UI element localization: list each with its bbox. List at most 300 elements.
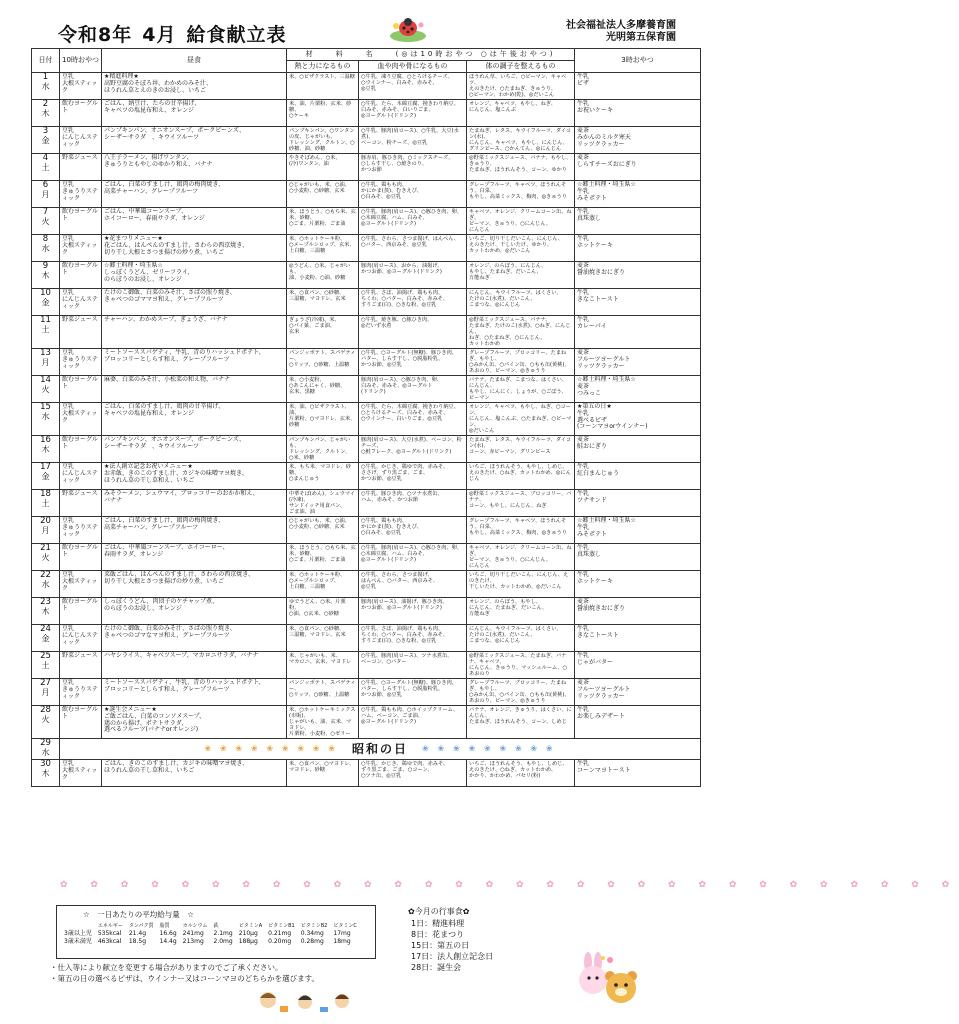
nutrition-row — [61, 930, 360, 938]
nutri-header: ビタミンB1 — [268, 923, 295, 929]
date-cell — [32, 436, 60, 463]
am-snack-cell: 豆乳 大根スティック — [60, 73, 102, 100]
note-item: ・仕入等により献立を変更する場合がありますのでご了承ください。 — [50, 963, 283, 972]
lunch-cell: ★精進料理★ 高野豆腐のそぼろ丼、わかめのみそ汁、 ほうれん草とえのきのお浸し、いちご — [102, 73, 287, 100]
bow-decoration-icon: ❀ ❀ ❀ ❀ ❀ ❀ ❀ ❀ ❀ — [204, 743, 338, 753]
day-number: 15 — [40, 402, 51, 412]
menu-row — [32, 403, 701, 436]
pm-snack-cell: 麦茶 しらすチーズおにぎり — [575, 154, 701, 181]
date-cell — [32, 463, 60, 490]
date-cell — [32, 760, 60, 787]
nutri-label: 3歳以上児 — [64, 930, 92, 937]
am-snack-cell: 飲むヨーグルト — [60, 376, 102, 403]
nutri-header: ビタミンA — [238, 923, 263, 929]
lunch-cell: 八王子ラーメン、揚げワンタン、 きゅうりともやしのゆかり和え、バナナ — [102, 154, 287, 181]
day-number: 18 — [40, 489, 51, 499]
weekday: 土 — [41, 163, 50, 172]
energy-foods-cell: 米、○食パン、○砂糖、 三温糖、マヨドレ、玄米 — [287, 289, 359, 316]
energy-foods-cell: ゆでうどん、○米、片栗粉、 ○油、○玄米、○砂糖 — [287, 598, 359, 625]
nutri-value: 535kcal — [97, 930, 122, 937]
day-number: 3 — [42, 126, 49, 136]
children-illustration-icon — [250, 986, 360, 1016]
weekday: 木 — [41, 109, 50, 118]
energy-foods-cell: ぎょうざ(冷凍)、米、 ○パイ菓、ごま油、 玄米 — [287, 316, 359, 349]
am-snack-cell: 豆乳 大根スティック — [60, 235, 102, 262]
col-pm-snack: 3時おやつ — [575, 49, 701, 73]
bear-bunny-illustration-icon — [570, 952, 640, 1007]
events-title: ✿今月の行事食✿ — [408, 907, 470, 916]
energy-foods-cell: 米、○ホットケーキミックス(市販)、 じゃがいも、油、玄米、マヨドレ、 片栗粉、小麦粉、○ゼリー — [287, 706, 359, 739]
day-number: 29 — [40, 738, 51, 748]
menu-row — [32, 376, 701, 403]
pm-snack-cell: 牛乳 じゃがバター — [575, 652, 701, 679]
nutri-value: 188μg — [238, 938, 258, 945]
body-foods-cell: ○牛乳、豚ひき肉、○ツナ水煮缶、 ハム、赤みそ、かつお節 — [359, 490, 467, 517]
energy-foods-cell: ○じゃがいも、米、○油、 ○小麦粉、○砂糖、玄米 — [287, 181, 359, 208]
date-cell — [32, 517, 60, 544]
lunch-cell: 菜飯ごはん、はんぺんのすまし汁、さわらの西京焼き、 切り干し大根とさつま揚げの炒り煮、いちご — [102, 571, 287, 598]
weekday: 土 — [41, 499, 50, 508]
energy-foods-cell: やきそばめん、○米、 (冷)ワンタン、油 — [287, 154, 359, 181]
day-number: 4 — [42, 153, 49, 163]
page-title — [58, 20, 296, 47]
nutri-value: 2.1mg — [213, 930, 233, 937]
weekday: 水 — [41, 412, 50, 421]
lunch-cell: ごはん、白菜のすまし汁、鶏肉の梅肉焼き、 高菜チャーハン、グレープフルーツ — [102, 517, 287, 544]
pm-snack-cell: 牛乳 きなこトースト — [575, 625, 701, 652]
condition-foods-cell: グレープフルーツ、ブロッコリー、たまねぎ、もやし、 ○みかん缶、○パイン缶、○もも缶(黄桃)、 あおのり、ピーマン、◎きゅうり — [467, 679, 575, 706]
pm-snack-cell: 牛乳 お祝いケーキ — [575, 100, 701, 127]
date-cell — [32, 289, 60, 316]
weekday: 月 — [41, 358, 50, 367]
nutrition-title: ☆ 一日あたりの平均給与量 ☆ — [83, 910, 194, 919]
energy-foods-cell: 米、○食パン、○マヨドレ、 マヨドレ、砂糖 — [287, 760, 359, 787]
col-materials: 材 料 名 (◎は10時おやつ ○は午後おやつ) — [287, 49, 575, 61]
energy-foods-cell: パンジッポテト、スパゲティー、 ○リッツ、○砂糖、上温糖 — [287, 679, 359, 706]
date-cell — [32, 208, 60, 235]
nutri-header: エネルギー — [97, 923, 123, 929]
holiday-cell — [60, 739, 701, 760]
body-foods-cell: 豚肉(肩ロース)、油揚げ、豚ひき肉、 かつお節、◎ヨーグルト(ドリンク) — [359, 598, 467, 625]
weekday: 金 — [41, 298, 50, 307]
menu-row — [32, 154, 701, 181]
energy-foods-cell: パンジッポテト、スパゲティー、 ○リッツ、○砂糖、上温糖 — [287, 349, 359, 376]
lunch-cell: ミートソーススパゲティ、牛乳、青のりハッシュドポテト、 ブロッコリーとしらす和え、グレープフルーツ — [102, 349, 287, 376]
menu-row — [32, 706, 701, 739]
body-foods-cell: ○牛乳、焼き豚、○豚ひき肉、 ◎だいず水煮 — [359, 316, 467, 349]
day-number: 6 — [42, 180, 49, 190]
events-box — [408, 906, 538, 973]
am-snack-cell: 豆乳 大根スティック — [60, 571, 102, 598]
energy-foods-cell: 米、じゃがいも、米、 マカロニ、玄米、マヨドレ — [287, 652, 359, 679]
condition-foods-cell: キャベツ、オレンジ、クリームコーン缶、ねぎ、 ピーマン、きゅうり、○にんじん、 にんじん — [467, 544, 575, 571]
am-snack-cell: 豆乳 にんじんスティック — [60, 625, 102, 652]
date-cell — [32, 73, 60, 100]
body-foods-cell: 豚肉(肩ロース)、大豆(水煮)、ベーコン、粉チーズ、 ○鮭フレーク、◎ヨーグルト(ドリンク) — [359, 436, 467, 463]
menu-row — [32, 235, 701, 262]
day-number: 21 — [40, 543, 51, 553]
pm-snack-cell: 牛乳 お楽しみデザート — [575, 706, 701, 739]
day-number: 27 — [40, 678, 51, 688]
menu-row — [32, 490, 701, 517]
day-number: 14 — [40, 375, 51, 385]
condition-foods-cell: いちご、切り干しだいこん、にんじん、 えのきたけ、干しいたけ、ゆかり、 カットわかめ、◎だいこん — [467, 235, 575, 262]
nutrition-header-row — [61, 922, 360, 930]
day-number: 16 — [40, 435, 51, 445]
body-foods-cell: ○牛乳、鶏もも肉、 かにかま(蒸)、むきえび、 ○白みそ、◎豆乳 — [359, 181, 467, 208]
menu-row — [32, 181, 701, 208]
condition-foods-cell: グレープフルーツ、キャベツ、ほうれんそう、白菜、 もやし、高菜ミックス、梅肉、◎きゅうり — [467, 517, 575, 544]
lunch-cell: ☆郷土料理・埼玉県☆ しっぽくうどん、ゼリーフライ、 のらぼうのお浸し、オレンジ — [102, 262, 287, 289]
menu-row — [32, 679, 701, 706]
lunch-cell: 麻婆、白菜のみそ汁、小松菜の和え物、バナナ — [102, 376, 287, 403]
nutrition-row — [61, 938, 360, 946]
menu-row — [32, 625, 701, 652]
menu-row — [32, 127, 701, 154]
energy-foods-cell: 米、○ピザクラスト、三温糖 — [287, 73, 359, 100]
weekday: 金 — [41, 136, 50, 145]
am-snack-cell: 飲むヨーグルト — [60, 598, 102, 625]
am-snack-cell: 飲むヨーグルト — [60, 262, 102, 289]
condition-foods-cell: ◎野菜ミックスジュース、バナナ、 たまねぎ、たけのこ(水煮)、○ねぎ、にんじん、 ねぎ、○たまねぎ、○にんじん、 カットわかめ — [467, 316, 575, 349]
nutri-header: タンパク質 — [128, 923, 154, 929]
condition-foods-cell: オレンジ、のらぼう、にんじん、 もやし、たまねぎ、だいこん、 万能ねぎ — [467, 262, 575, 289]
condition-foods-cell: いちご、ほうれんそう、もやし、しめじ、 えのきたけ、○ねぎ、カットわかめ、◎にんじん — [467, 463, 575, 490]
body-foods-cell: ○牛乳、たら、木綿豆腐、挽きわり納豆、 白みそ、赤みそ、白いりごま、 ◎ヨーグルト(ドリンク) — [359, 100, 467, 127]
condition-foods-cell: ほうれん草、いちご、○ピーマン、キャベツ、 えのきたけ、○たまねぎ、きゅうり、 ○ピーマン、わかめ(乾)、◎だいこん — [467, 73, 575, 100]
organization — [566, 20, 676, 44]
menu-row — [32, 436, 701, 463]
condition-foods-cell: ◎野菜ミックスジュース、ブロッコリー、バナナ、 コーン、もやし、にんじん、ねぎ — [467, 490, 575, 517]
date-cell — [32, 154, 60, 181]
nutri-label: 3歳未満児 — [64, 938, 92, 945]
am-snack-cell: 豆乳 きゅうりスティック — [60, 349, 102, 376]
date-cell — [32, 625, 60, 652]
weekday: 火 — [41, 553, 50, 562]
notes — [50, 962, 390, 984]
condition-foods-cell: いちご、切り干しだいこん、にんじん、えのきたけ、 干しいたけ、カットわかめ、◎だいこん — [467, 571, 575, 598]
lunch-cell: ごはん、きのこのすまし汁、カジキの味噌マヨ焼き、 ほうれん草の干し草和え、いちご — [102, 760, 287, 787]
menu-row — [32, 739, 701, 760]
date-cell — [32, 316, 60, 349]
nutri-value: 0.20mg — [268, 938, 292, 945]
weekday: 火 — [41, 385, 50, 394]
menu-row — [32, 760, 701, 787]
energy-foods-cell: 米、もち米、マヨドレ、砂糖、 ○まんじゅう — [287, 463, 359, 490]
pm-snack-cell: 牛乳 紅白まんじゅう — [575, 463, 701, 490]
title-year: 令和8年 — [58, 24, 133, 46]
lunch-cell: ごはん、白菜のすまし汁、鶏肉の梅肉焼き、 高菜チャーハン、グレープフルーツ — [102, 181, 287, 208]
condition-foods-cell: オレンジ、キャベツ、もやし、ねぎ、○コーン、 にんじん、塩こんぶ、○たまねぎ、○ピーマン、 ◎だいこん — [467, 403, 575, 436]
pm-snack-cell: 麦茶 鮭おにぎり — [575, 436, 701, 463]
body-foods-cell: ○牛乳、豚肉(肩ロース)、ツナ水煮缶、 ベーコン、○バター — [359, 652, 467, 679]
lunch-cell: チャーハン、わかめスープ、ぎょうざ、バナナ — [102, 316, 287, 349]
condition-foods-cell: オレンジ、のらぼう、もやし、 にんじん、たまねぎ、だいこん、 万能ねぎ — [467, 598, 575, 625]
weekday: 土 — [41, 661, 50, 670]
weekday: 水 — [41, 748, 50, 757]
condition-foods-cell: にんじん、キウイフルーツ、はくさい、 たけのこ(水煮)、だいこん、 こまつな、◎にんじん — [467, 625, 575, 652]
condition-foods-cell: たまねぎ、レタス、キウイフルーツ、ダイコン(水)、 コーン、赤ピーマン、グリンピース — [467, 436, 575, 463]
am-snack-cell: 豆乳 大根スティック — [60, 760, 102, 787]
lunch-cell: たけのこ御飯、白菜のみそ汁、さばの照り焼き、 きゃべつのゴママヨ和え、グレープフルーツ — [102, 289, 287, 316]
energy-foods-cell: ○じゃがいも、米、○油、 ○小麦粉、○砂糖、玄米 — [287, 517, 359, 544]
date-cell — [32, 262, 60, 289]
col-body: 血や肉や骨になるもの — [359, 61, 467, 73]
event-item: 28日：誕生会 — [411, 963, 462, 972]
body-foods-cell: ○牛乳、さわら、さつま揚げ、はんぺん、 ○バター、西京みそ、◎豆乳 — [359, 235, 467, 262]
body-foods-cell: ○牛乳、鶏もも肉、 かにかま(蒸)、むきえび、 ○白みそ、◎豆乳 — [359, 517, 467, 544]
date-cell — [32, 349, 60, 376]
nutri-value: 241mg — [182, 930, 204, 937]
energy-foods-cell: 米、油、片栗粉、玄米、砂糖、 ○ケーキ — [287, 100, 359, 127]
energy-foods-cell: パンプキンパン、じゃがいも、 ドレッシング、クルトン、 ○米、砂糖 — [287, 436, 359, 463]
flower-divider: ✿ ✿ ✿ ✿ ✿ ✿ ✿ ✿ ✿ ✿ ✿ ✿ ✿ ✿ ✿ ✿ ✿ ✿ ✿ ✿ ✿ ✿ ✿ ✿ ✿ ✿ ✿ ✿ ✿ ✿ — [60, 880, 959, 890]
date-cell — [32, 100, 60, 127]
weekday: 水 — [41, 244, 50, 253]
title-month: 4月 — [142, 24, 177, 46]
menu-row — [32, 463, 701, 490]
am-snack-cell: 野菜ジュース — [60, 652, 102, 679]
energy-foods-cell: パンプキンパン、○ワンタンの皮、じゃがいも、 ドレッシング、クルトン、○砂糖、油、砂糖 — [287, 127, 359, 154]
day-number: 30 — [40, 759, 51, 769]
menu-row — [32, 73, 701, 100]
nutri-value: 463kcal — [97, 938, 122, 945]
energy-foods-cell: 米、ほうとう、○もち米、玄米、砂糖、 ○ごま、片栗粉、ごま油 — [287, 208, 359, 235]
pm-snack-cell: 麦茶 フルーツヨーグルト リッツクラッカー — [575, 349, 701, 376]
nutri-value: 14.4g — [159, 938, 177, 945]
body-foods-cell: ○牛乳、豚肉(肩ロース)、○牛乳、大豆(水煮)、 ベーコン、粉チーズ、◎豆乳 — [359, 127, 467, 154]
lunch-cell: ハヤシライス、キャベツスープ、マカロニサラダ、バナナ — [102, 652, 287, 679]
lunch-cell: しっぽくうどん、肉団子のケチャップ煮、 のらぼうのお浸し、オレンジ — [102, 598, 287, 625]
condition-foods-cell: にんじん、キウイフルーツ、はくさい、 たけのこ(水煮)、だいこん、 こまつな、◎にんじん — [467, 289, 575, 316]
nutri-header: ビタミンC — [333, 923, 357, 929]
am-snack-cell: 飲むヨーグルト — [60, 100, 102, 127]
body-foods-cell: ○牛乳、かじき、鶏ゆで肉、赤みそ、 ささげ、ずり黒ごま、ごま、 かつお節、◎豆乳 — [359, 463, 467, 490]
weekday: 木 — [41, 445, 50, 454]
pm-snack-cell: ☆郷土料理・埼玉県☆ 牛乳 みそポテト — [575, 517, 701, 544]
day-number: 22 — [40, 570, 51, 580]
day-number: 23 — [40, 597, 51, 607]
day-number: 9 — [42, 261, 49, 271]
body-foods-cell: ○牛乳、○ヨーグルト(無糖)、豚ひき肉、 バター、しらす干し、○脱脂粉乳、 かつお節、◎豆乳 — [359, 679, 467, 706]
lunch-cell: たけのこ御飯、白菜のみそ汁、さばの照り焼き、 きゃべつのゴマなマヨ和え、グレープフルーツ — [102, 625, 287, 652]
col-am-snack: 10時おやつ — [60, 49, 102, 73]
menu-row — [32, 316, 701, 349]
title-text: 給食献立表 — [186, 24, 287, 46]
lunch-cell: みそラーメン、シュウマイ、ブロッコリーのおかか和え、 バナナ — [102, 490, 287, 517]
event-item: 17日：法人創立記念日 — [411, 952, 494, 961]
am-snack-cell: 豆乳 にんじんスティック — [60, 127, 102, 154]
menu-row — [32, 262, 701, 289]
body-foods-cell: ○牛乳、さば、油揚げ、鶏もも肉、 ちくわ、○バター、白みそ、赤みそ、 すりごま(白)、○きな粉、◎豆乳 — [359, 289, 467, 316]
condition-foods-cell: ◎野菜ミックスジュース、バナナ、もやし、きゅうり、 たまねぎ、ほうれんそう、コーン、ゆかり — [467, 154, 575, 181]
col-lunch: 昼食 — [102, 49, 287, 73]
nutri-value: 210μg — [238, 930, 258, 937]
pm-snack-cell: 牛乳 ピザ — [575, 73, 701, 100]
condition-foods-cell: グレープフルーツ、キャベツ、ほうれんそう、白菜、 もやし、高菜ミックス、梅肉、◎きゅうり — [467, 181, 575, 208]
energy-foods-cell: 米、ほうとう、○もち米、玄米、砂糖、 ○ごま、片栗粉、ごま油 — [287, 544, 359, 571]
lunch-cell: ミートソーススパゲティ、牛乳、青のりハッシュドポテト、 ブロッコリーとしらす和え、グレープフルーツ — [102, 679, 287, 706]
pm-snack-cell: 麦茶 みかんのミルク寒天 リッツクラッカー — [575, 127, 701, 154]
weekday: 木 — [41, 607, 50, 616]
weekday: 火 — [41, 217, 50, 226]
am-snack-cell: 豆乳 にんじんスティック — [60, 463, 102, 490]
am-snack-cell: 豆乳 きゅうりスティック — [60, 517, 102, 544]
date-cell — [32, 403, 60, 436]
nutri-value: 21.4g — [128, 930, 147, 937]
col-date: 日付 — [32, 49, 60, 73]
weekday: 木 — [41, 271, 50, 280]
body-foods-cell: ○牛乳、さば、油揚げ、鶏もも肉、 ちくわ、○バター、白みそ、赤みそ、 すりごま(白)、○きな粉、◎豆乳 — [359, 625, 467, 652]
date-cell — [32, 127, 60, 154]
condition-foods-cell: キャベツ、オレンジ、クリームコーン缶、ねぎ、 ピーマン、きゅうり、○にんじん、 にんじん — [467, 208, 575, 235]
day-number: 20 — [40, 516, 51, 526]
menu-table — [31, 48, 701, 787]
condition-foods-cell: バナナ、オレンジ、きゅうり、はくさい、にんじん、 たまねぎ、ほうれんそう、コーン、しめじ — [467, 706, 575, 739]
pm-snack-cell: 牛乳 カレーパイ — [575, 316, 701, 349]
day-number: 28 — [40, 705, 51, 715]
date-cell — [32, 544, 60, 571]
day-number: 10 — [40, 288, 51, 298]
pm-snack-cell: ☆郷土料理・埼玉県☆ 麦茶 つみっこ — [575, 376, 701, 403]
day-number: 17 — [40, 462, 51, 472]
body-foods-cell: ○牛乳、たら、木綿豆腐、挽きわり納豆、 ○とろけるチーズ、白みそ、赤みそ、 ○ウインナー、白いりごま、◎豆乳 — [359, 403, 467, 436]
org-name: 社会福祉法人多摩養育園 — [566, 20, 676, 31]
menu-row — [32, 349, 701, 376]
nutri-header: ビタミンB2 — [300, 923, 328, 929]
am-snack-cell: 飲むヨーグルト — [60, 436, 102, 463]
am-snack-cell: 飲むヨーグルト — [60, 706, 102, 739]
lunch-cell: ごはん、白菜のすまし汁、鶏肉の甘辛揚げ、 キャベツの塩昆布和え、オレンジ — [102, 403, 287, 436]
nutrition-table — [61, 922, 360, 946]
weekday: 月 — [41, 688, 50, 697]
event-item: 1日：精進料理 — [411, 919, 465, 928]
col-condition: 体の調子を整えるもの — [467, 61, 575, 73]
lunch-cell: ごはん、納豆汁、たらの甘辛揚げ、 キャベツの塩昆布和え、オレンジ — [102, 100, 287, 127]
nutrition-box — [56, 905, 376, 959]
menu-row — [32, 544, 701, 571]
header — [58, 20, 698, 46]
energy-foods-cell: 米、○食パン、○砂糖、 三温糖、マヨドレ、玄米 — [287, 625, 359, 652]
nutri-value: 0.34mg — [300, 930, 324, 937]
am-snack-cell: 豆乳 大根スティック — [60, 403, 102, 436]
nutri-value: 17mg — [333, 930, 351, 937]
pm-snack-cell: 麦茶 醤油焼きおにぎり — [575, 598, 701, 625]
weekday: 火 — [41, 715, 50, 724]
day-number: 7 — [42, 207, 49, 217]
lunch-cell: ごはん、中華風コーンスープ、 ホイコーロー、春雨サラダ、オレンジ — [102, 208, 287, 235]
am-snack-cell: 飲むヨーグルト — [60, 208, 102, 235]
condition-foods-cell: バナナ、たまねぎ、こまつな、はくさい、にんじん、 もやし、にんにく、しょうが、○ごぼう、 ピーマン — [467, 376, 575, 403]
body-foods-cell: ○牛乳、さわら、さつま揚げ、 はんぺん、○バター、西京みそ、 ◎豆乳 — [359, 571, 467, 598]
menu-row — [32, 208, 701, 235]
menu-row — [32, 598, 701, 625]
nutri-value: 213mg — [182, 938, 204, 945]
nutri-header: カルシウム — [182, 923, 208, 929]
nutri-value: 16.6g — [159, 930, 177, 937]
pm-snack-cell: 麦茶 醤油焼きおにぎり — [575, 262, 701, 289]
pm-snack-cell: 牛乳 ホットケーキ — [575, 235, 701, 262]
am-snack-cell: 野菜ジュース — [60, 154, 102, 181]
weekday: 金 — [41, 634, 50, 643]
day-number: 11 — [40, 315, 51, 325]
body-foods-cell: ○牛乳、かじき、鶏ゆで肉、赤みそ、 ずり黒ごま、ごま、○コーン、 ○ツナ缶、◎豆乳 — [359, 760, 467, 787]
nutri-header: 鉄 — [213, 923, 219, 929]
am-snack-cell: 野菜ジュース — [60, 490, 102, 517]
energy-foods-cell: 米、油、○ピザクラスト、油、 片栗粉、○マヨドレ、玄米、 砂糖 — [287, 403, 359, 436]
nutri-value: 0.21mg — [268, 930, 292, 937]
condition-foods-cell: いちご、ほうれんそう、もやし、しめじ、 えのきたけ、○ねぎ、カットわかめ、 かかり、かわかめ、パセリ(粉) — [467, 760, 575, 787]
pm-snack-cell: 牛乳 ホットケーキ — [575, 571, 701, 598]
event-item: 15日：第五の日 — [411, 941, 470, 950]
condition-foods-cell: たまねぎ、レタス、キウイフルーツ、ダイコン(水)、 にんじん、キャベツ、もやし、にんじん、 グリンピース、○かんてん、◎にんじん — [467, 127, 575, 154]
pm-snack-cell: 牛乳 ツナサンド — [575, 490, 701, 517]
weekday: 水 — [41, 580, 50, 589]
energy-foods-cell: 米、○小麦粉、 ○あこんにゃく、砂糖、 玄米、黒糖 — [287, 376, 359, 403]
pm-snack-cell: 牛乳 コーンマヨトースト — [575, 760, 701, 787]
weekday: 金 — [41, 472, 50, 481]
lunch-cell: パンプキンパン、オニオンスープ、ポークビーンズ、 シーザーサラダ 、キウイフルーツ — [102, 127, 287, 154]
date-cell — [32, 598, 60, 625]
bow-decoration-icon: ❀ ❀ ❀ ❀ ❀ ❀ ❀ ❀ ❀ — [422, 743, 556, 753]
energy-foods-cell: 米、○ホットケーキ粉、 ○メープルシロップ、玄米、 上白糖、三温糖 — [287, 235, 359, 262]
school-name: 光明第五保育園 — [606, 32, 676, 43]
energy-foods-cell: ◎うどん、○米、じゃがいも、 油、小麦粉、○油、砂糖 — [287, 262, 359, 289]
weekday: 水 — [41, 82, 50, 91]
date-cell — [32, 679, 60, 706]
am-snack-cell: 飲むヨーグルト — [60, 544, 102, 571]
day-number: 1 — [42, 72, 49, 82]
condition-foods-cell: オレンジ、キャベツ、もやし、ねぎ、 にんじん、塩こんぶ — [467, 100, 575, 127]
holiday-name: 昭和の日 — [352, 741, 409, 756]
condition-foods-cell: ◎野菜ミックスジュース、たまねぎ、バナナ、キャベツ、 にんじん、きゅうり、マッシュルーム、○あおのり — [467, 652, 575, 679]
date-cell — [32, 706, 60, 739]
body-foods-cell: ○牛乳、豚肉(肩ロース)、○豚ひき肉、卵、 ○木綿豆腐、ハム、白みそ、 ◎ヨーグルト(ドリンク) — [359, 544, 467, 571]
nutri-header: 脂質 — [159, 923, 170, 929]
condition-foods-cell: グレープフルーツ、ブロッコリー、たまねぎ、もやし、 ○みかん缶、○パイン缶、○もも缶(黄桃)、 あおのり、ピーマン、◎きゅうり — [467, 349, 575, 376]
date-cell — [32, 571, 60, 598]
note-item: ・第五の日の選べるピザは、ウインナー又はコーンマヨのどちらかを選びます。 — [50, 974, 320, 983]
date-cell — [32, 181, 60, 208]
day-number: 24 — [40, 624, 51, 634]
pm-snack-cell: 麦茶 フルーツヨーグルト リッツクラッカー — [575, 679, 701, 706]
nutri-value: 0.28mg — [300, 938, 324, 945]
menu-row — [32, 289, 701, 316]
date-cell — [32, 739, 60, 760]
nutri-value: 18mg — [333, 938, 351, 945]
day-number: 25 — [40, 651, 51, 661]
am-snack-cell: 豆乳 にんじんスティック — [60, 289, 102, 316]
am-snack-cell: 豆乳 きゅうりスティック — [60, 679, 102, 706]
event-item: 8日：花まつり — [411, 930, 465, 939]
body-foods-cell: 豚肉(肩ロース)、おから、油揚げ、 かつお節、◎ヨーグルト(ドリンク) — [359, 262, 467, 289]
lunch-cell: ★誕生会メニュー★ ご飯ごはん、白菜のコンソメスープ、 鶏のから揚げ、ポテトサラダ、 選べるフルーツ(バナナorオレンジ) — [102, 706, 287, 739]
lunch-cell: ごはん、中華風コーンスープ、ホイコーロー、 春雨サラダ、オレンジ — [102, 544, 287, 571]
day-number: 8 — [42, 234, 49, 244]
col-energy: 熱と力になるもの — [287, 61, 359, 73]
nutri-value: 2.0mg — [213, 938, 233, 945]
nutri-value: 18.5g — [128, 938, 147, 945]
weekday: 月 — [41, 526, 50, 535]
body-foods-cell: 豚赤肩、豚ひき肉、○ミックスチーズ、 ○しらす干し、○焼きのり、 かつお節 — [359, 154, 467, 181]
am-snack-cell: 野菜ジュース — [60, 316, 102, 349]
lunch-cell: ★花まつりメニュー★ 花ごはん、はんぺんのすまし汁、さわらの西京焼き、 切り干し大根とさつま揚げの炒り煮、いちご — [102, 235, 287, 262]
menu-row — [32, 517, 701, 544]
lunch-cell: ★法人創立記念お祝いメニュー★ お赤飯、きのこのすまし汁、カジキの味噌マヨ焼き、 ほうれん草の干し草和え、いちご — [102, 463, 287, 490]
weekday: 木 — [41, 769, 50, 778]
day-number: 13 — [40, 348, 51, 358]
weekday: 土 — [41, 325, 50, 334]
